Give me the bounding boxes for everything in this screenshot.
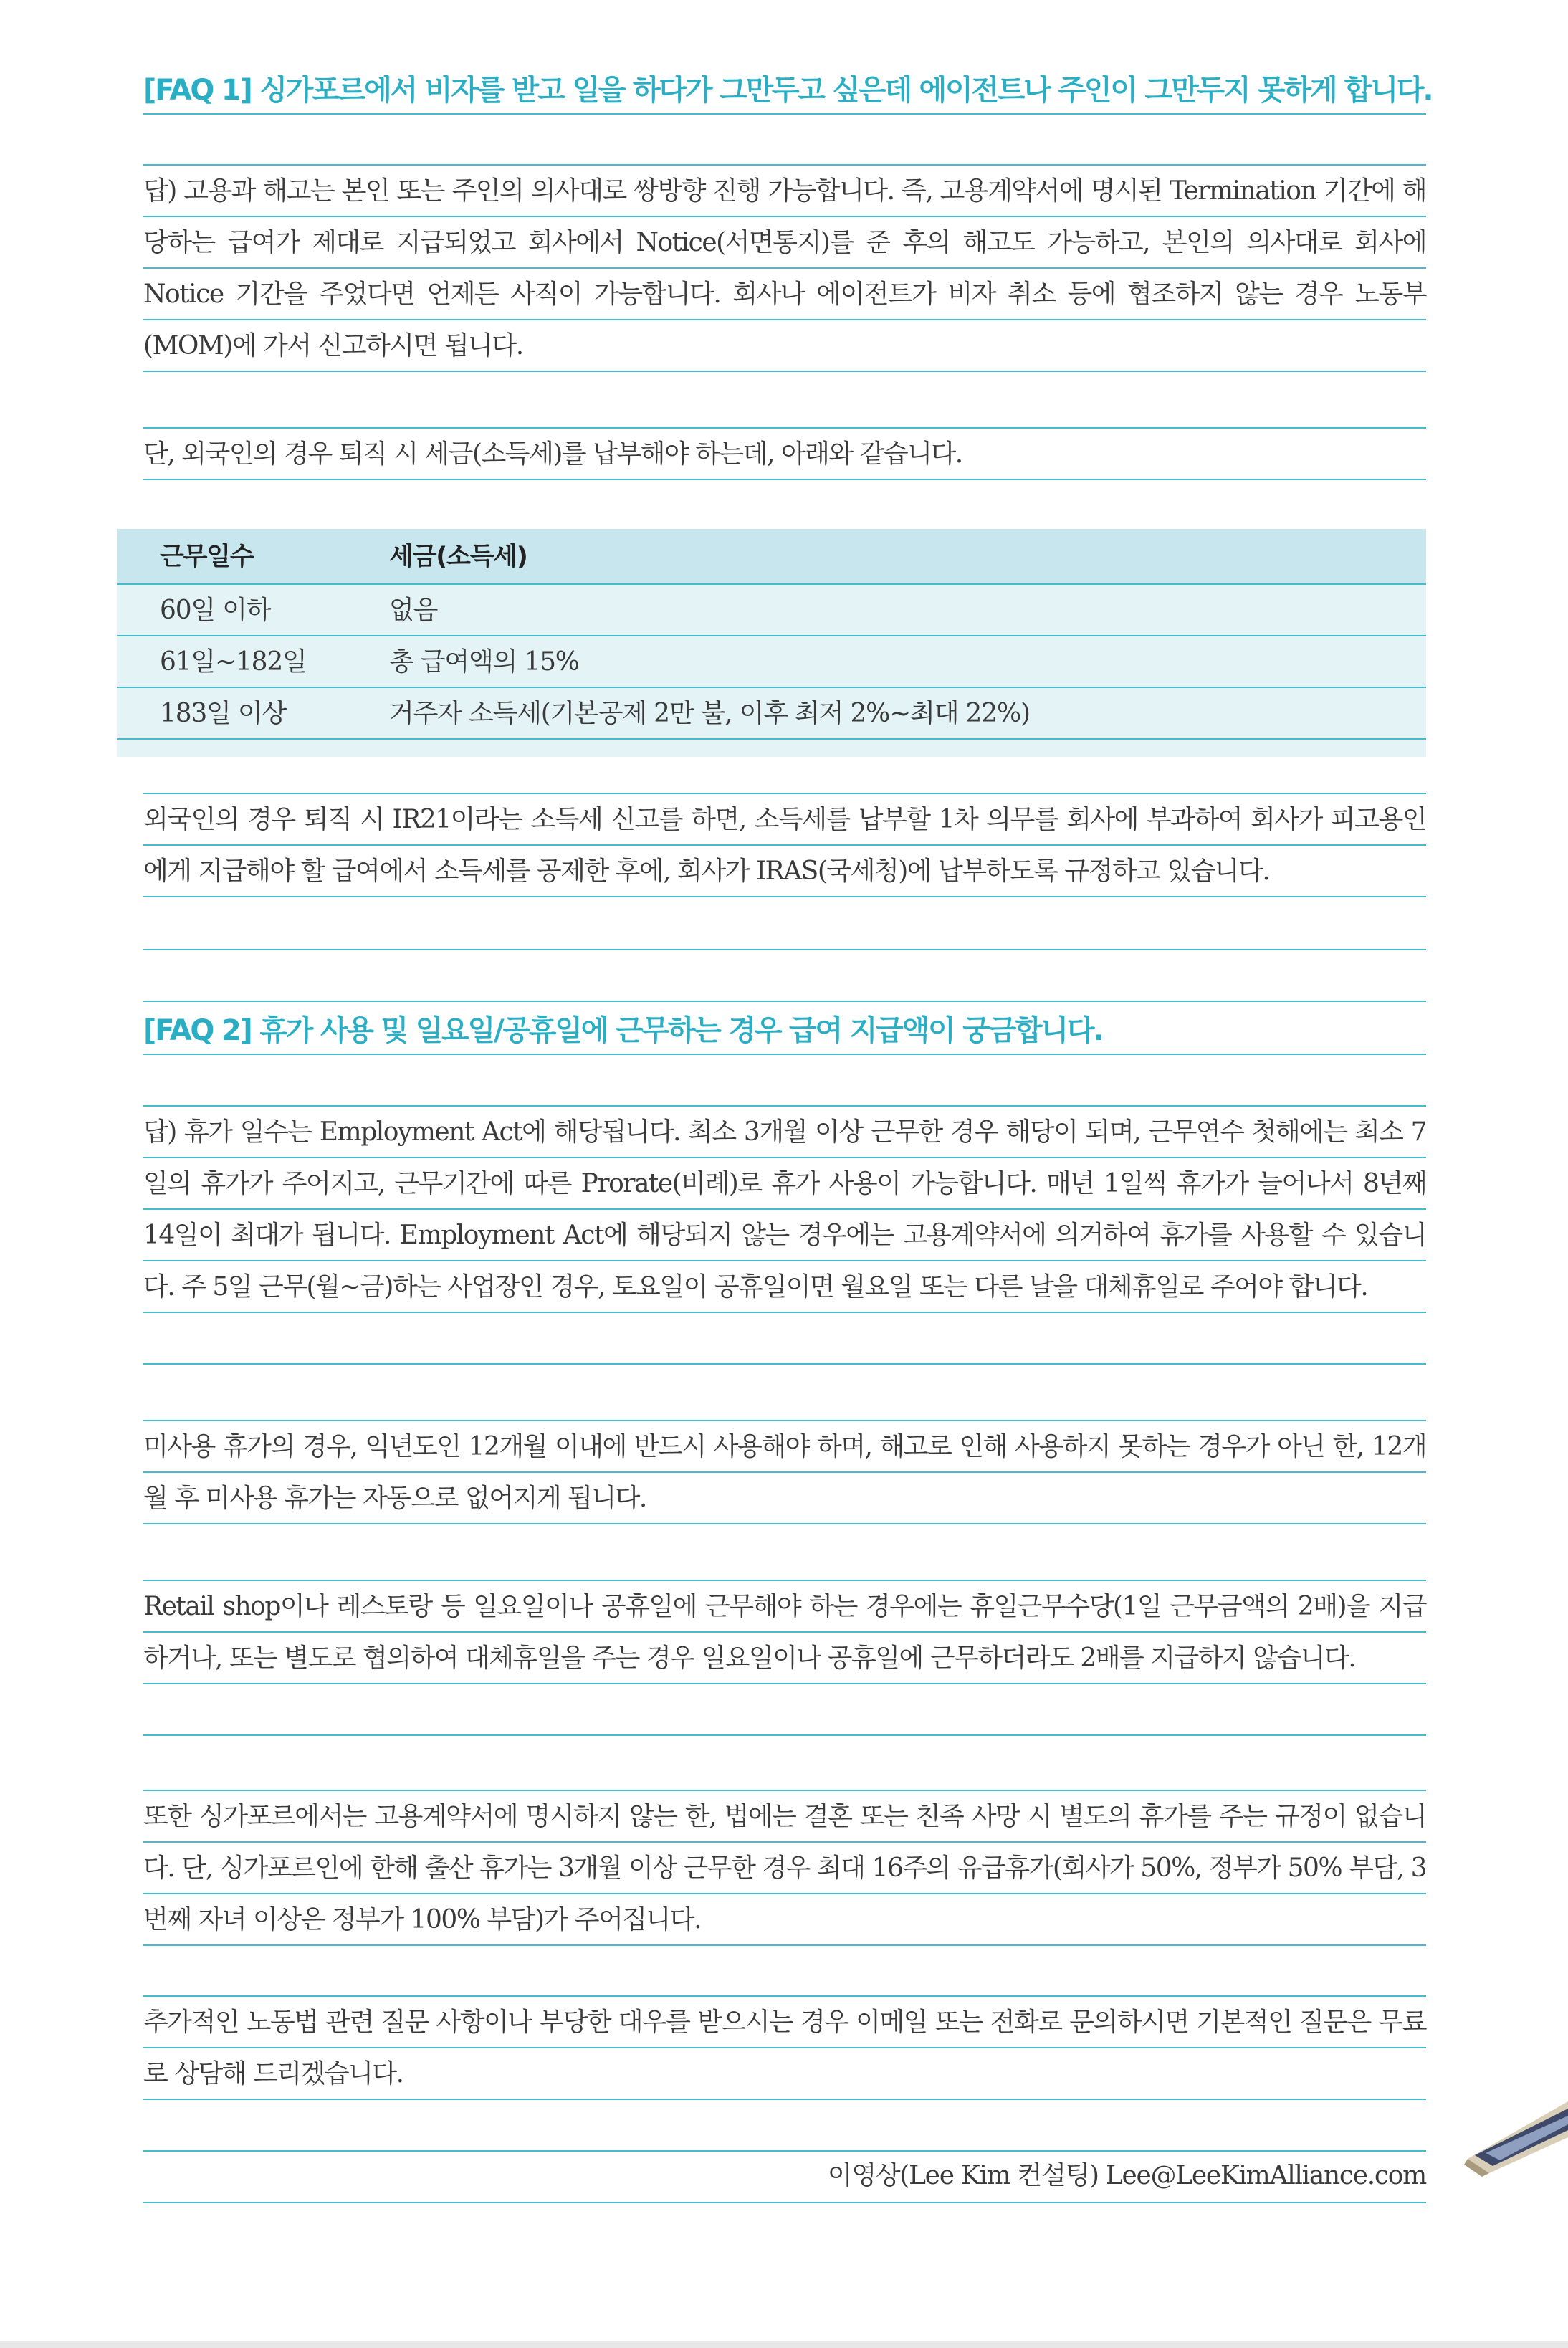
divider xyxy=(143,949,1426,950)
table-cell-days: 60일 이하 xyxy=(160,596,271,625)
faq2-paragraph-5: 추가적인 노동법 관련 질문 사항이나 부당한 대우를 받으시는 경우 이메일 또는 전화로 문의하시면 기본적인 질문은 무료로 상담해 드리겠습니다. xyxy=(143,1995,1426,2100)
faq2-paragraph-1: 답) 휴가 일수는 Employment Act에 해당됩니다. 최소 3개월 이상 근무한 경우 해당이 되며, 근무연수 첫해에는 최소 7일의 휴가가 주어지고, 근무기간에 따른 Prorate(비례)로 휴가 사용이 가능합니다. 매년 1일씩 휴가가 늘어나서 8년째 14일이 최대가 됩니다. Employment Act에 해당되지 않는 경우에는 고용계약서에 의거하여 휴가를 사용할 수 있습니다. 주 5일 근무(월~금)하는 사업장인 경우, 토요일이 공휴일이면 월요일 또는 다른 날을 대체휴일로 주어야 합니다. xyxy=(143,1105,1426,1365)
table-cell-tax: 거주자 소득세(기본공제 2만 불, 이후 최저 2%~최대 22%) xyxy=(389,699,1030,728)
table-row xyxy=(117,585,1426,636)
tax-table xyxy=(117,529,1426,740)
table-cell-tax: 없음 xyxy=(389,596,438,625)
divider xyxy=(143,113,1426,115)
faq1-ir21-paragraph: 외국인의 경우 퇴직 시 IR21이라는 소득세 신고를 하면, 소득세를 납부할 1차 의무를 회사에 부과하여 회사가 피고용인에게 지급해야 할 급여에서 소득세를 공제한 후에, 회사가 IRAS(국세청)에 납부하도록 규정하고 있습니다. xyxy=(143,793,1426,897)
faq2-title: [FAQ 2] 휴가 사용 및 일요일/공휴일에 근무하는 경우 급여 지급액이 궁금합니다. xyxy=(143,1014,1103,1047)
faq2-paragraph-3: Retail shop이나 레스토랑 등 일요일이나 공휴일에 근무해야 하는 경우에는 휴일근무수당(1일 근무금액의 2배)을 지급하거나, 또는 별도로 협의하여 대체휴일을 주는 경우 일요일이나 공휴일에 근무하더라도 2배를 지급하지 않습니다. xyxy=(143,1580,1426,1736)
faq1-tax-intro: 단, 외국인의 경우 퇴직 시 세금(소득세)를 납부해야 하는데, 아래와 같습니다. xyxy=(143,427,1426,480)
table-header-tax: 세금(소득세) xyxy=(389,543,527,571)
table-row xyxy=(117,688,1426,740)
table-header-days: 근무일수 xyxy=(160,543,254,571)
table-cell-tax: 총 급여액의 15% xyxy=(389,647,579,677)
divider xyxy=(143,1054,1426,1055)
divider xyxy=(143,1001,1426,1002)
footer-strip xyxy=(0,2341,1568,2348)
table-header-row xyxy=(117,529,1426,585)
author-signature: 이영상(Lee Kim 컨설팅) Lee@LeeKimAlliance.com xyxy=(143,2150,1426,2203)
table-cell-days: 183일 이상 xyxy=(160,699,287,728)
table-cell-days: 61일~182일 xyxy=(160,647,307,677)
faq2-paragraph-4: 또한 싱가포르에서는 고용계약서에 명시하지 않는 한, 법에는 결혼 또는 친족 사망 시 별도의 휴가를 주는 규정이 없습니다. 단, 싱가포르인에 한해 출산 휴가는 3개월 이상 근무한 경우 최대 16주의 유급휴가(회사가 50%, 정부가 50% 부담, 3번째 자녀 이상은 정부가 100% 부담)가 주어집니다. xyxy=(143,1790,1426,1946)
decorative-image xyxy=(1461,2087,1568,2180)
table-row xyxy=(117,636,1426,688)
faq1-answer: 답) 고용과 해고는 본인 또는 주인의 의사대로 쌍방향 진행 가능합니다. 즉, 고용계약서에 명시된 Termination 기간에 해당하는 급여가 제대로 지급되었고 회사에서 Notice(서면통지)를 준 후의 해고도 가능하고, 본인의 의사대로 회사에 Notice 기간을 주었다면 언제든 사직이 가능합니다. 회사나 에이전트가 비자 취소 등에 협조하지 않는 경우 노동부(MOM)에 가서 신고하시면 됩니다. xyxy=(143,164,1426,372)
faq1-title: [FAQ 1] 싱가포르에서 비자를 받고 일을 하다가 그만두고 싶은데 에이전트나 주인이 그만두지 못하게 합니다. xyxy=(143,74,1433,107)
faq2-paragraph-2: 미사용 휴가의 경우, 익년도인 12개월 이내에 반드시 사용해야 하며, 해고로 인해 사용하지 못하는 경우가 아닌 한, 12개월 후 미사용 휴가는 자동으로 없어지게 됩니다. xyxy=(143,1420,1426,1524)
